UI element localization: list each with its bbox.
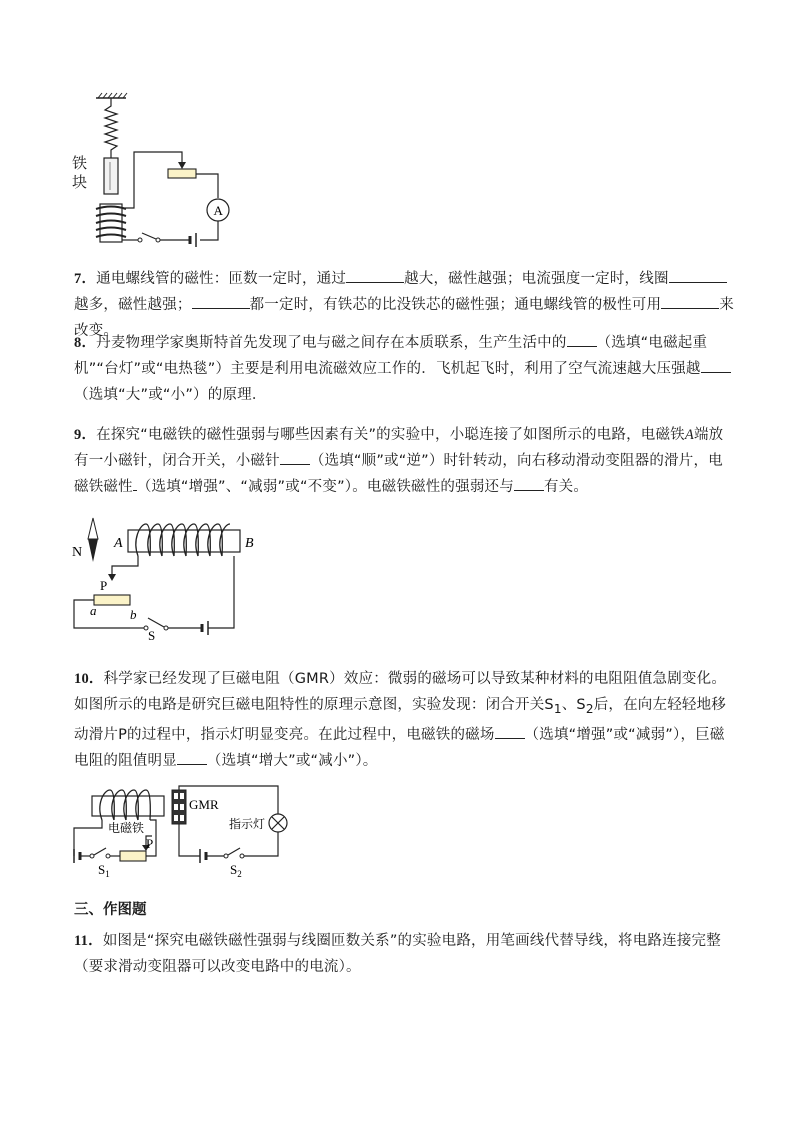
answer-blank[interactable]: [567, 332, 597, 347]
s1-letter: S: [98, 862, 106, 877]
answer-blank[interactable]: [669, 268, 727, 283]
ammeter-label: A: [213, 203, 223, 218]
switch-s1-label: [98, 862, 110, 879]
q10-text-3: 后，在向左轻轻地移动滑片P的过程中，指示灯明显变亮。在此过程中，电磁铁的磁场: [74, 697, 727, 743]
figure-electromagnet-compass: [68, 516, 268, 640]
answer-blank[interactable]: [192, 294, 250, 309]
question-number: 9．: [74, 427, 97, 443]
question-number: 7．: [74, 271, 97, 287]
question-10: [74, 666, 736, 774]
q9-text-3: （选填“顺”或“逆”）时针转动，向右移动滑动变阻器的滑片，电磁铁磁性: [74, 453, 723, 495]
slider-p-label: P: [146, 836, 154, 851]
q7-text-2: 越大，磁性越强；电流强度一定时，线圈: [404, 271, 669, 287]
s1-subscript: 1: [105, 869, 110, 879]
s2-subscript: 2: [237, 869, 242, 879]
q10-text-4: （选填“增强”或“减弱”），巨磁电阻的阻值明显: [74, 726, 725, 769]
q9-text-4: （选填“增强”、“减弱”或“不变”）。电磁铁磁性的强弱还与: [136, 479, 514, 495]
end-b-label: B: [245, 536, 254, 551]
q7-text-1: 通电螺线管的磁性：匝数一定时，通过: [96, 271, 347, 287]
q10-sub-2: 2: [585, 701, 594, 716]
q7-text-4: 都一定时，有铁芯的比没铁芯的磁性强；通电螺线管的极性可用: [249, 297, 662, 313]
end-a-label: A: [114, 536, 123, 551]
answer-blank[interactable]: [346, 268, 404, 283]
q8-text-2: （选填“电磁起重机”“台灯”或“电热毯”）主要是利用电流磁效应工作的．飞机起飞时，利用了空气流速越大压强越: [74, 335, 708, 377]
indicator-lamp-label: 指示灯: [229, 817, 266, 831]
q10-text-5: （选填“增大”或“减小”）。: [206, 752, 378, 769]
answer-blank[interactable]: [280, 450, 310, 465]
q10-text-2: 、S: [561, 697, 586, 713]
electromagnet-label: 电磁铁: [108, 821, 145, 835]
iron-label-char-1: 铁: [72, 154, 88, 172]
q9-var-a: A: [684, 427, 694, 443]
terminal-a-label: a: [90, 603, 97, 618]
iron-label-char-2: 块: [72, 173, 88, 191]
q11-text: 如图是“探究电磁铁磁性强弱与线圈匝数关系”的实验电路，用笔画线代替导线，将电路连接完整（要求滑动变阻器可以改变电路中的电流）。: [74, 933, 721, 975]
q7-text-3: 越多，磁性越强；: [74, 297, 192, 313]
answer-blank[interactable]: [495, 724, 525, 739]
answer-blank[interactable]: [701, 358, 731, 373]
question-number: 11．: [74, 933, 103, 949]
iron-block-label: [72, 154, 87, 192]
gmr-label: GMR: [189, 797, 219, 812]
question-number: 8．: [74, 335, 97, 351]
compass-north-label: N: [72, 545, 83, 560]
question-11: [74, 928, 736, 980]
terminal-b-label: b: [130, 607, 137, 622]
q10-text-1: 科学家已经发现了巨磁电阻（GMR）效应：微弱的磁场可以导致某种材料的电阻阻值急剧变化。如图所示的电路是研究巨磁电阻特性的原理示意图，实验发现：闭合开关S: [74, 671, 727, 713]
switch-s2-label: [230, 862, 242, 879]
slider-p-label: P: [100, 578, 108, 593]
q7-text-5: 来改变。: [74, 297, 734, 339]
q8-text-1: 丹麦物理学家奥斯特首先发现了电与磁之间存在本质联系，生产生活中的: [96, 335, 567, 351]
s2-letter: S: [230, 862, 238, 877]
answer-blank[interactable]: [661, 294, 719, 309]
q9-text-5: 有关。: [543, 479, 589, 495]
question-number: 10．: [74, 671, 104, 687]
switch-s-label: S: [148, 628, 156, 640]
answer-blank[interactable]: [177, 750, 207, 765]
figure-spring-solenoid-circuit: [70, 92, 240, 252]
figure-gmr-circuit: [68, 784, 308, 884]
q9-text-1: 在探究“电磁铁的磁性强弱与哪些因素有关”的实验中，小聪连接了如图所示的电路，电磁铁: [96, 427, 685, 443]
question-9: [74, 422, 736, 500]
question-8: [74, 330, 736, 408]
q9-text-2: 端放有一小磁针，闭合开关，小磁针: [74, 427, 724, 469]
q10-sub-1: 1: [553, 701, 562, 716]
q8-text-3: （选填“大”或“小”）的原理．: [74, 387, 267, 403]
section-title: 三、作图题: [74, 902, 147, 918]
answer-blank[interactable]: [514, 476, 544, 491]
